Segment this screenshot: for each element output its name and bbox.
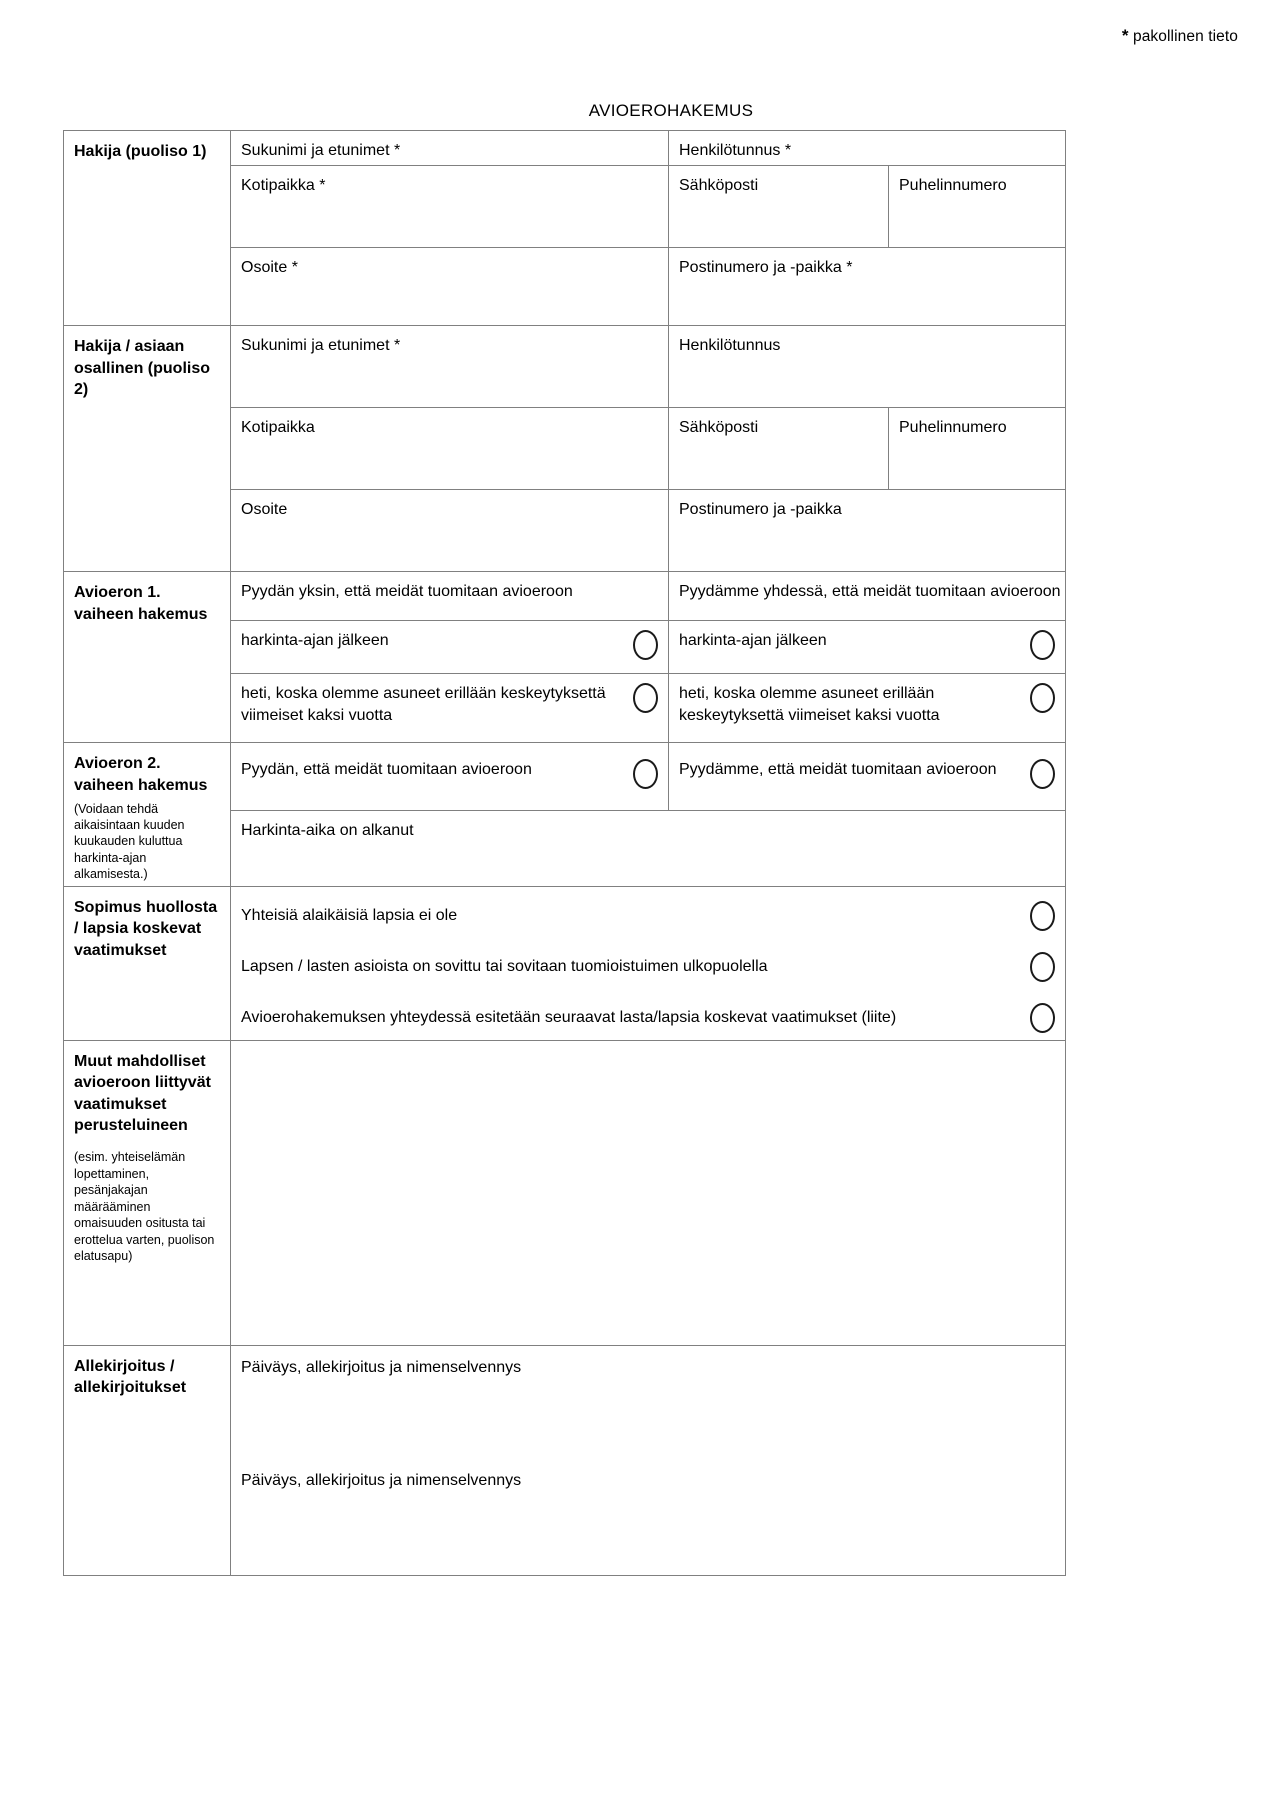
- applicant2-phone-field[interactable]: [889, 408, 1066, 490]
- applicant2-postal-field[interactable]: [669, 490, 1066, 572]
- applicant2-name-field[interactable]: [231, 326, 669, 408]
- stage1-together-option1-label: harkinta-ajan jälkeen: [679, 632, 827, 650]
- stage2-started-field[interactable]: [231, 810, 1066, 886]
- table-row: [64, 887, 1066, 1041]
- stage2-together-option[interactable]: [669, 743, 1066, 810]
- other-claims-label-cell: [64, 1041, 231, 1346]
- applicant1-ssn-field[interactable]: [669, 131, 1066, 166]
- stage1-alone-heading: [231, 572, 669, 621]
- applicant1-ssn-label: Henkilötunnus *: [679, 142, 792, 159]
- stage1-together-option2-label: heti, koska olemme asuneet erillään keskeytyksettä viimeiset kaksi vuotta: [679, 685, 940, 724]
- signature-line-1: Päiväys, allekirjoitus ja nimenselvennys: [241, 1359, 522, 1377]
- table-row: [64, 572, 1066, 621]
- stage1-label: Avioeron 1. vaiheen hakemus: [64, 572, 231, 743]
- applicant2-ssn-field[interactable]: [669, 326, 1066, 408]
- table-row: [64, 1041, 1066, 1346]
- applicant1-hometown-field[interactable]: [231, 166, 669, 248]
- stage1-alone-option2-label: heti, koska olemme asuneet erillään keskeytyksettä viimeiset kaksi vuotta: [241, 685, 606, 724]
- radio-button-icon[interactable]: [1030, 683, 1055, 713]
- signature-label: Allekirjoitus / allekirjoitukset: [64, 1346, 231, 1576]
- mandatory-field-note: [1122, 26, 1238, 46]
- applicant2-name-label: Sukunimi ja etunimet *: [241, 337, 401, 355]
- applicant1-email-label: Sähköposti: [679, 177, 759, 195]
- stage1-together-heading: [669, 572, 1066, 621]
- stage1-alone-option1[interactable]: [231, 621, 669, 674]
- other-claims-label: Muut mahdolliset avioeroon liittyvät vaatimukset perusteluineen: [74, 1053, 211, 1134]
- radio-button-icon[interactable]: [1030, 759, 1055, 789]
- applicant2-postal-label: Postinumero ja -paikka: [679, 501, 842, 519]
- applicant2-phone-label: Puhelinnumero: [899, 419, 1007, 437]
- signature-line-2: Päiväys, allekirjoitus ja nimenselvennys: [241, 1472, 522, 1490]
- custody-option-1-label: Yhteisiä alaikäisiä lapsia ei ole: [241, 907, 458, 925]
- table-row: [64, 326, 1066, 408]
- stage1-alone-heading-text: Pyydän yksin, että meidät tuomitaan avioeroon: [241, 583, 573, 601]
- radio-button-icon[interactable]: [1030, 630, 1055, 660]
- applicant1-address-label: Osoite *: [241, 259, 298, 277]
- stage1-together-option2[interactable]: [669, 674, 1066, 743]
- stage1-together-heading-text: Pyydämme yhdessä, että meidät tuomitaan avioeroon: [679, 583, 1061, 601]
- applicant2-hometown-field[interactable]: [231, 408, 669, 490]
- table-row: [64, 743, 1066, 810]
- signature-fields[interactable]: [231, 1346, 1066, 1576]
- stage2-started-label: Harkinta-aika on alkanut: [241, 821, 414, 839]
- radio-button-icon[interactable]: [1030, 952, 1055, 982]
- applicant1-label: Hakija (puoliso 1): [64, 131, 231, 326]
- custody-option-2-label: Lapsen / lasten asioista on sovittu tai sovitaan tuomioistuimen ulkopuolella: [241, 958, 768, 976]
- stage1-together-option1[interactable]: [669, 621, 1066, 674]
- applicant2-email-field[interactable]: [669, 408, 889, 490]
- applicant1-name-label: Sukunimi ja etunimet *: [241, 142, 401, 159]
- applicant2-label: Hakija / asiaan osallinen (puoliso 2): [64, 326, 231, 572]
- applicant2-hometown-label: Kotipaikka: [241, 419, 315, 437]
- mandatory-field-note-text: pakollinen tieto: [1132, 28, 1238, 45]
- applicant1-hometown-label: Kotipaikka *: [241, 177, 326, 195]
- stage2-together-option-label: Pyydämme, että meidät tuomitaan avioeroon: [679, 761, 997, 779]
- stage2-label: Avioeron 2. vaiheen hakemus: [74, 755, 208, 794]
- other-claims-input[interactable]: [231, 1041, 1066, 1346]
- custody-option-3-label: Avioerohakemuksen yhteydessä esitetään seuraavat lasta/lapsia koskevat vaatimukset (liite): [241, 1009, 897, 1027]
- custody-option-3[interactable]: [241, 1003, 1055, 1033]
- applicant1-postal-field[interactable]: [669, 248, 1066, 326]
- applicant1-phone-label: Puhelinnumero: [899, 177, 1007, 195]
- page-title: AVIOEROHAKEMUS: [588, 101, 754, 120]
- applicant2-address-label: Osoite: [241, 501, 288, 519]
- applicant1-name-field[interactable]: [231, 131, 669, 166]
- table-row: [64, 131, 1066, 166]
- stage2-alone-option[interactable]: [231, 743, 669, 810]
- radio-button-icon[interactable]: [1030, 1003, 1055, 1033]
- form-table: [63, 130, 1066, 1576]
- radio-button-icon[interactable]: [633, 683, 658, 713]
- table-row: [64, 1346, 1066, 1576]
- stage2-alone-option-label: Pyydän, että meidät tuomitaan avioeroon: [241, 761, 532, 779]
- stage2-note: (Voidaan tehdä aikaisintaan kuuden kuukauden kuluttua harkinta-ajan alkamisesta.): [74, 801, 185, 881]
- applicant1-phone-field[interactable]: [889, 166, 1066, 248]
- applicant1-email-field[interactable]: [669, 166, 889, 248]
- asterisk-icon: *: [1121, 26, 1129, 45]
- stage2-label-cell: [64, 743, 231, 887]
- applicant2-email-label: Sähköposti: [679, 419, 759, 437]
- radio-button-icon[interactable]: [633, 759, 658, 789]
- custody-label: Sopimus huollosta / lapsia koskevat vaatimukset: [64, 887, 231, 1041]
- other-claims-note: (esim. yhteiselämän lopettaminen, pesänjakajan määrääminen omaisuuden ositusta tai erottelua varten, puolison elatusapu): [74, 1150, 215, 1264]
- radio-button-icon[interactable]: [1030, 901, 1055, 931]
- custody-option-1[interactable]: [241, 901, 1055, 931]
- stage1-alone-option2[interactable]: [231, 674, 669, 743]
- radio-button-icon[interactable]: [633, 630, 658, 660]
- applicant1-address-field[interactable]: [231, 248, 669, 326]
- custody-options: [231, 887, 1066, 1041]
- applicant2-ssn-label: Henkilötunnus: [679, 337, 781, 355]
- custody-option-2[interactable]: [241, 952, 1055, 982]
- stage1-alone-option1-label: harkinta-ajan jälkeen: [241, 632, 389, 650]
- applicant2-address-field[interactable]: [231, 490, 669, 572]
- applicant1-postal-label: Postinumero ja -paikka *: [679, 259, 853, 277]
